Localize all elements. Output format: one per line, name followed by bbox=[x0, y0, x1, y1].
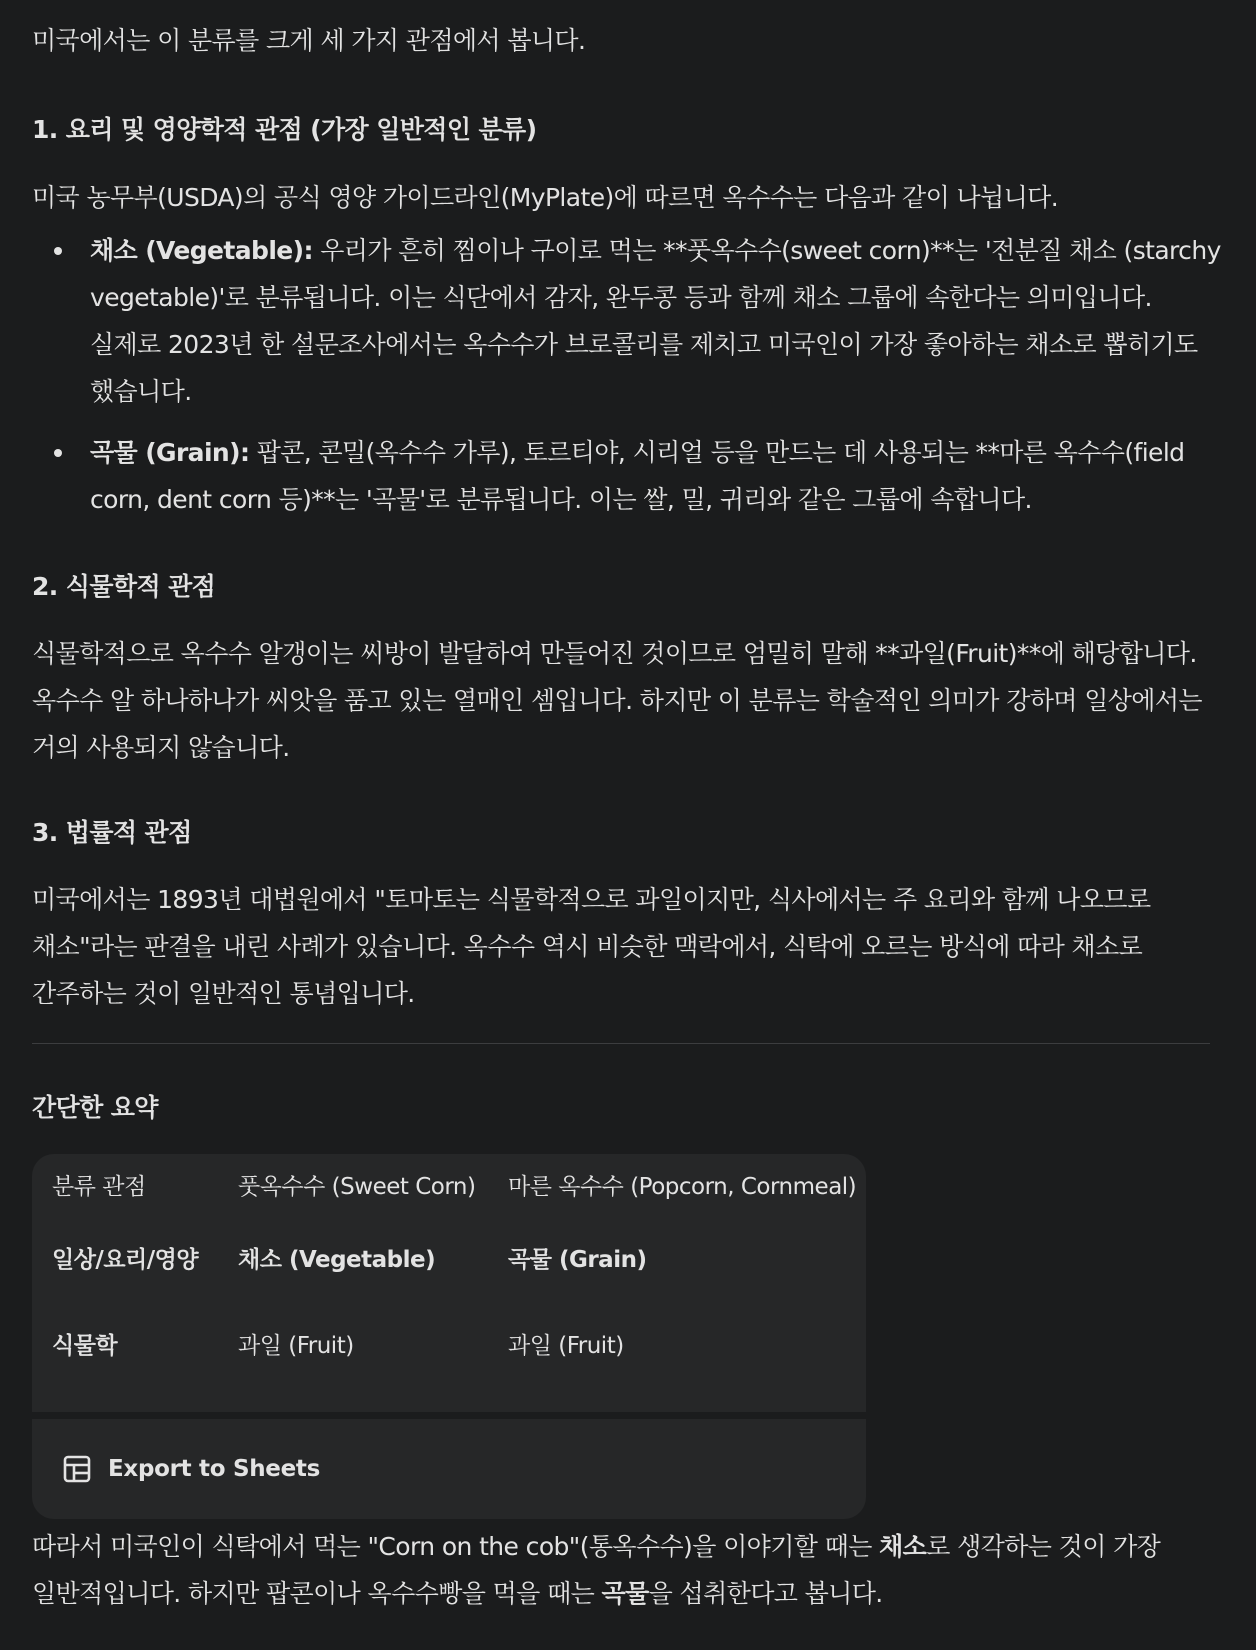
table-cell: 채소 (Vegetable) bbox=[238, 1246, 436, 1273]
horizontal-divider bbox=[32, 1043, 1210, 1044]
table-cell: 과일 (Fruit) bbox=[238, 1332, 354, 1359]
conclusion-bold: 곡물 bbox=[601, 1579, 649, 1608]
table-cell: 식물학 bbox=[52, 1332, 118, 1359]
section-2-heading: 2. 식물학적 관점 bbox=[32, 572, 216, 601]
section-2-paragraph: 식물학적으로 옥수수 알갱이는 씨방이 발달하여 만들어진 것이므로 엄밀히 말해 **과일(Fruit)**에 해당합니다. 옥수수 알 하나하나가 씨앗을 품고 있는 열매인 셈입니다. 하지만 이 분류는 학술적인 의미가 강하며 일상에서는 거의 사용되지 않습니다. bbox=[32, 639, 1202, 762]
bullet-term: 채소 (Vegetable): bbox=[90, 236, 313, 265]
intro-text: 미국에서는 이 분류를 크게 세 가지 관점에서 봅니다. bbox=[32, 26, 586, 55]
export-to-sheets-label: Export to Sheets bbox=[108, 1456, 320, 1482]
section-3-paragraph: 미국에서는 1893년 대법원에서 "토마토는 식물학적으로 과일이지만, 식사에서는 주 요리와 함께 나오므로 채소"라는 판결을 내린 사례가 있습니다. 옥수수 역시 비슷한 맥락에서, 식탁에 오르는 방식에 따라 채소로 간주하는 것이 일반적인 통념입니다. bbox=[32, 885, 1151, 1008]
conclusion-bold: 채소 bbox=[879, 1532, 927, 1561]
table-cell: 과일 (Fruit) bbox=[508, 1332, 624, 1359]
summary-table-card bbox=[32, 1154, 866, 1412]
section-1-heading: 1. 요리 및 영양학적 관점 (가장 일반적인 분류) bbox=[32, 115, 537, 144]
table-row bbox=[32, 1300, 866, 1386]
list-item bbox=[32, 227, 1224, 415]
conclusion-text: 따라서 미국인이 식탁에서 먹는 "Corn on the cob"(통옥수수)을 이야기할 때는 bbox=[32, 1532, 880, 1561]
table-header-row bbox=[32, 1154, 866, 1214]
section-1-bullet-list bbox=[32, 227, 1224, 523]
table-header-cell: 분류 관점 bbox=[52, 1173, 146, 1200]
bullet-text: 우리가 흔히 찜이나 구이로 먹는 **풋옥수수(sweet corn)**는 '전분질 채소 (starchy vegetable)'로 분류됩니다. 이는 식단에서 감자, 완두콩 등과 함께 채소 그룹에 속한다는 의미입니다. 실제로 2023년 한 설문조사에서는 옥수수가 브로콜리를 제치고 미국인이 가장 좋아하는 채소로 뽑히기도 했습니다. bbox=[90, 236, 1221, 406]
table-cell: 일상/요리/영양 bbox=[52, 1246, 199, 1273]
export-to-sheets-button[interactable] bbox=[32, 1419, 866, 1519]
table-row bbox=[32, 1214, 866, 1300]
table-cell: 곡물 (Grain) bbox=[508, 1246, 647, 1273]
summary-heading: 간단한 요약 bbox=[32, 1093, 158, 1122]
conclusion-text: 을 섭취한다고 봅니다. bbox=[648, 1579, 883, 1608]
sheets-table-icon bbox=[62, 1454, 92, 1484]
list-item bbox=[32, 429, 1224, 523]
conclusion-paragraph bbox=[32, 1523, 1224, 1617]
bullet-term: 곡물 (Grain): bbox=[90, 438, 250, 467]
summary-table bbox=[32, 1154, 866, 1386]
bullet-text: 팝콘, 콘밀(옥수수 가루), 토르티야, 시리얼 등을 만드는 데 사용되는 **마른 옥수수(field corn, dent corn 등)**는 '곡물'로 분류됩니다. 이는 쌀, 밀, 귀리와 같은 그룹에 속합니다. bbox=[90, 438, 1185, 514]
conclusion-text: 로 생각하는 것이 가장 일반적입니다. 하지만 팝콘이나 옥수수빵을 먹을 때는 bbox=[32, 1532, 1161, 1608]
bullet-dot-icon bbox=[54, 449, 62, 457]
table-header-cell: 풋옥수수 (Sweet Corn) bbox=[238, 1173, 476, 1200]
section-3-heading: 3. 법률적 관점 bbox=[32, 818, 192, 847]
table-bottom-spacer bbox=[32, 1386, 866, 1412]
table-header-cell: 마른 옥수수 (Popcorn, Cornmeal) bbox=[508, 1173, 857, 1200]
bullet-dot-icon bbox=[54, 247, 62, 255]
section-1-paragraph: 미국 농무부(USDA)의 공식 영양 가이드라인(MyPlate)에 따르면 옥수수는 다음과 같이 나뉩니다. bbox=[32, 183, 1059, 212]
